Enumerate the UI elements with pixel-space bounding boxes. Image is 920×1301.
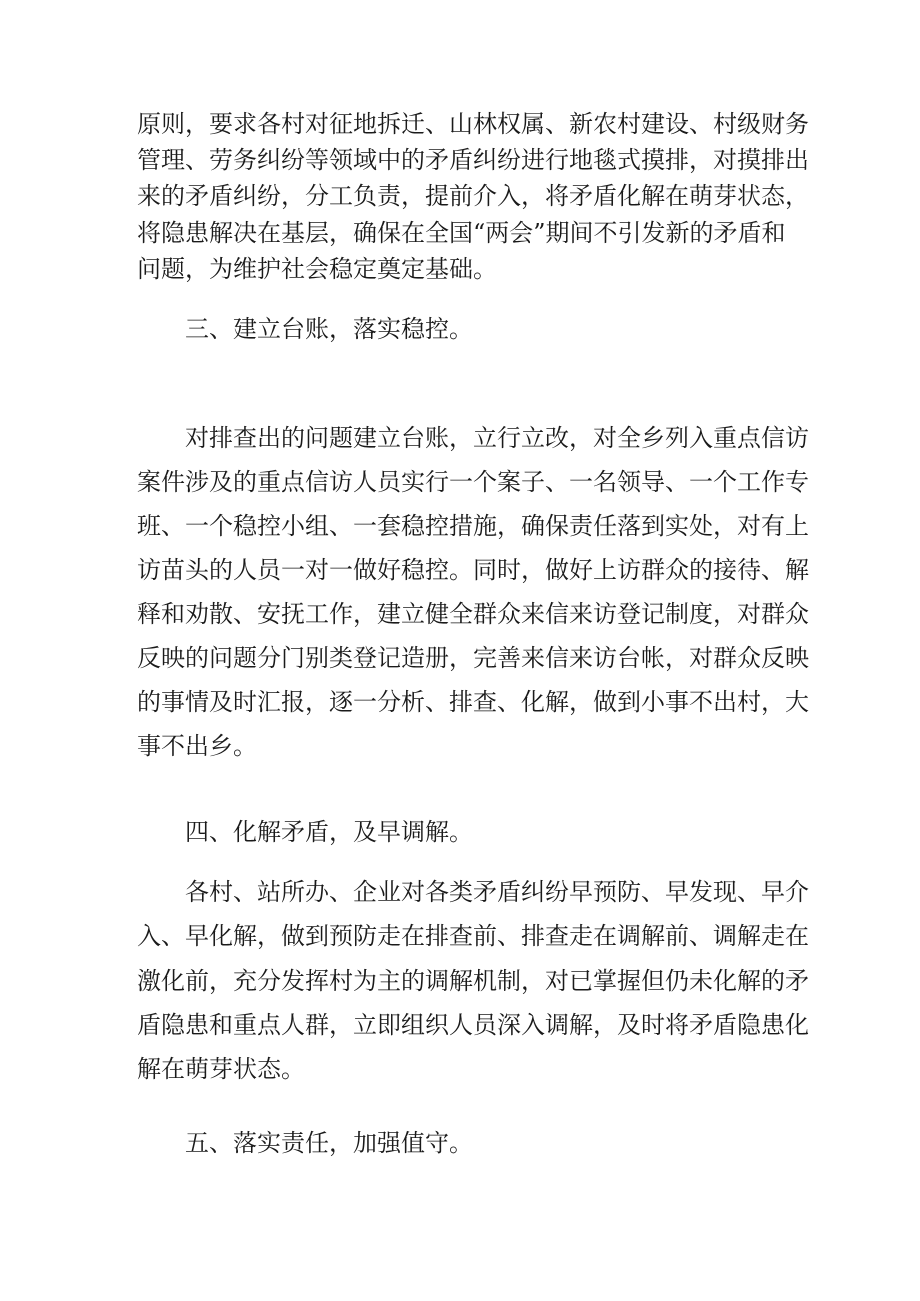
section-heading-5: 五、落实责任，加强值守。 (185, 1129, 473, 1157)
paragraph-line: 管理、劳务纠纷等领域中的矛盾纠纷进行地毯式摸排，对摸排出 (137, 146, 809, 174)
paragraph-line: 释和劝散、安抚工作，建立健全群众来信来访登记制度，对群众 (137, 600, 809, 628)
paragraph-line: 问题，为维护社会稳定奠定基础。 (137, 255, 497, 283)
section-heading-4: 四、化解矛盾，及早调解。 (185, 818, 473, 846)
paragraph-line: 入、早化解，做到预防走在排查前、排查走在调解前、调解走在 (137, 922, 809, 950)
paragraph-line: 将隐患解决在基层，确保在全国“两会”期间不引发新的矛盾和 (137, 219, 786, 247)
paragraph-line: 盾隐患和重点人群，立即组织人员深入调解，及时将矛盾隐患化 (137, 1011, 809, 1039)
paragraph-line: 反映的问题分门别类登记造册，完善来信来访台帐，对群众反映 (137, 644, 809, 672)
paragraph-line: 解在萌芽状态。 (137, 1055, 305, 1083)
paragraph-line: 班、一个稳控小组、一套稳控措施，确保责任落到实处，对有上 (137, 512, 809, 540)
paragraph-line: 激化前，充分发挥村为主的调解机制，对已掌握但仍未化解的矛 (137, 967, 809, 995)
paragraph-line: 的事情及时汇报，逐一分析、排查、化解，做到小事不出村，大 (137, 688, 809, 716)
paragraph-line: 案件涉及的重点信访人员实行一个案子、一名领导、一个工作专 (137, 468, 809, 496)
paragraph-line: 访苗头的人员一对一做好稳控。同时，做好上访群众的接待、解 (137, 556, 809, 584)
paragraph-line: 对排查出的问题建立台账，立行立改，对全乡列入重点信访 (185, 424, 809, 452)
paragraph-line: 各村、站所办、企业对各类矛盾纠纷早预防、早发现、早介 (185, 878, 809, 906)
paragraph-line: 原则，要求各村对征地拆迁、山林权属、新农村建设、村级财务 (137, 110, 809, 138)
section-heading-3: 三、建立台账，落实稳控。 (185, 315, 473, 343)
paragraph-line: 来的矛盾纠纷，分工负责，提前介入，将矛盾化解在萌芽状态， (137, 182, 809, 210)
paragraph-line: 事不出乡。 (137, 732, 257, 760)
